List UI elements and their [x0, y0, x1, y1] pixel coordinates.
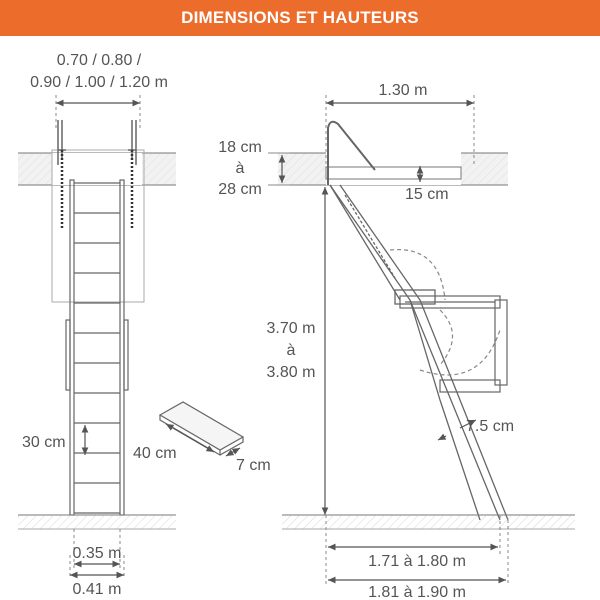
height-label-2: à [286, 342, 296, 359]
height-label-1: 3.70 m [266, 320, 316, 337]
front-width-dimension [56, 95, 140, 130]
frame-depth-label: 15 cm [405, 186, 449, 203]
tread-depth-label: 7 cm [236, 457, 271, 474]
height-label-3: 3.80 m [266, 364, 316, 381]
front-ladder [66, 180, 128, 515]
ceiling-thickness-label-3: 28 cm [218, 181, 262, 198]
tread-detail [133, 402, 271, 474]
front-view [18, 52, 176, 598]
front-width-label-1: 0.70 / 0.80 / [56, 52, 142, 69]
front-ceiling [18, 153, 176, 185]
tread-length-label: 40 cm [133, 445, 177, 462]
floor-span-outer-label: 1.81 à 1.90 m [368, 584, 466, 600]
banner-title: DIMENSIONS ET HAUTEURS [181, 8, 419, 27]
floor-span-inner-label: 1.71 à 1.80 m [368, 553, 466, 570]
inner-width-label: 0.35 m [72, 545, 122, 562]
side-ladder [330, 185, 508, 520]
folding-arcs [390, 250, 500, 375]
side-view [218, 82, 575, 600]
stringer-label: 7.5 cm [466, 418, 515, 435]
ceiling-thickness-label-1: 18 cm [218, 139, 262, 156]
step-spacing-label: 30 cm [22, 434, 66, 451]
front-floor [18, 515, 176, 529]
outer-width-label: 0.41 m [72, 581, 122, 598]
front-width-label-2: 0.90 / 1.00 / 1.20 m [30, 74, 168, 91]
folded-section [400, 296, 507, 392]
side-top-width-label: 1.30 m [378, 82, 428, 99]
ceiling-thickness-label-2: à [235, 160, 245, 177]
